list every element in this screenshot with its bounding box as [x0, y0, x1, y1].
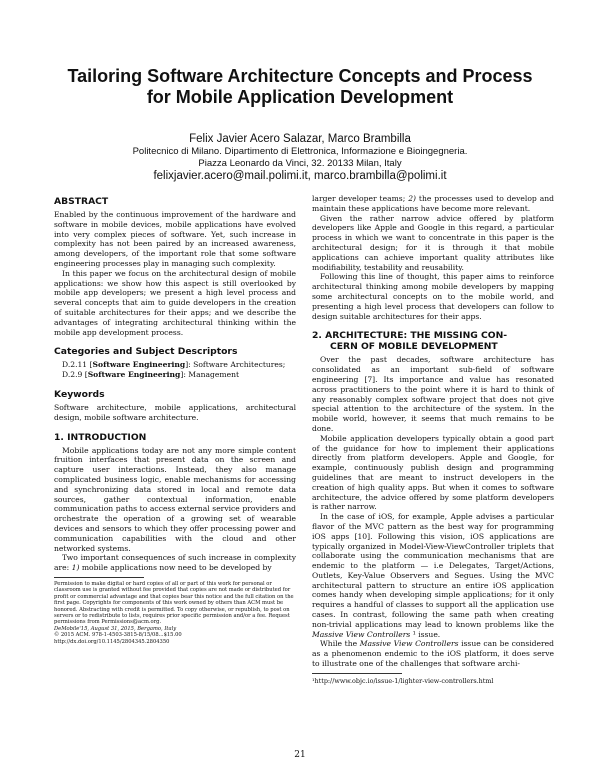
- permission-block: [54, 581, 296, 645]
- intro-continuation: [312, 194, 554, 214]
- right-column: [312, 194, 554, 685]
- architecture-heading-line-2: CERN OF MOBILE DEVELOPMENT: [330, 341, 498, 353]
- category-2-bold: Software Engineering: [87, 370, 181, 380]
- introduction-heading: 1. INTRODUCTION: [54, 431, 147, 443]
- footnote-rule: [312, 673, 402, 674]
- categories-heading: Categories and Subject Descriptors: [54, 346, 238, 358]
- paragraph-while: [312, 639, 554, 668]
- affiliation-line-2: Piazza Leonardo da Vinci, 32. 20133 Milan, Italy: [198, 157, 402, 169]
- cont-b: the processes used to develop and maintain these applications have become more relevant.: [312, 194, 554, 213]
- categories-section: [54, 346, 296, 380]
- architecture-heading-line-1: 2. ARCHITECTURE: THE MISSING CON-: [312, 330, 508, 342]
- category-line-1: [54, 360, 296, 370]
- category-line-2: [54, 370, 296, 380]
- paragraph-following: Following this line of thought, this paper aims to reinforce architectural thinking among mobile developers by mapping some architectural concepts on to the mobile world, and presenting a high level process that developers can follow to design suitable architectures for their apps.: [312, 272, 554, 321]
- cont-a: larger developer teams;: [312, 194, 409, 203]
- ios-em: Massive View Controllers: [312, 629, 411, 639]
- paragraph-given: Given the rather narrow advice offered by platform developers like Apple and Google in this regard, a particular process in which we want to concentrate in this paper is the architectural design; for it is through it that mobile applications can achieve important quality attributes like modifiability, testability and reusability.: [312, 213, 554, 272]
- intro-p2-item-1: 1): [71, 563, 80, 573]
- paragraph-mobile: Mobile application developers typically obtain a good part of the guidance for how to implement their applications directly from platform developers. Apple and Google, for example, continuously publish design and programming guidelines that are meant to instruct developers in the creation of high quality apps. But when it comes to software architecture, the advice offered by some platform developers is rather narrow.: [312, 433, 554, 512]
- while-a: While the: [320, 639, 360, 649]
- left-column: [54, 196, 296, 645]
- abstract-paragraph-2: In this paper we focus on the architectural design of mobile applications: we show how this aspect is still overlooked by mobile app developers; we present a high level process and several concepts that aim to guide developers in the creation of suitable architectures for their apps; and we describe the advantages of integrating architectural thinking within the mobile app development process.: [54, 268, 296, 337]
- keywords-heading: Keywords: [54, 388, 105, 400]
- keywords-text: Software architecture, mobile applications, architectural design, mobile software architecture.: [54, 402, 296, 422]
- affiliation-line-1: Politecnico di Milano. Dipartimento di Elettronica, Informazione e Bioingegneria.: [132, 146, 468, 157]
- ios-a: In the case of iOS, for example, Apple advises a particular flavor of the MVC pattern as the best way for programming iOS apps [10]. Following this vision, iOS applications are typically organized in Model-View-ViewController triplets that collaborate using the communication mechanisms that are endemic to the platform — i.e Delegates, Target/Actions, Outlets, Key-Value Observers and Segues. Using the MVC architectural pattern to structure an entire iOS application comes handy when developing simple applications; for it only requires a handful of classes to support all the application use cases. In contrast, following the same path when creating non-trivial applications may lead to known problems like the: [312, 512, 554, 629]
- page-number: 21: [294, 750, 306, 760]
- category-1-bold: Software Engineering: [92, 360, 186, 370]
- category-1-rest: ]: Software Architectures;: [185, 360, 286, 370]
- category-2-code: D.2.9 [: [62, 370, 88, 380]
- introduction-paragraph-1: Mobile applications today are not any more simple content fruition interfaces that present data on the screen and capture user interactions. Instead, they also manage complicated business logic, enable mechanisms for accessing and synchronizing data stored in local and remote data sources, gather contextual information, enable communication paths to access external service providers and orchestrate the operation of a growing set of wearable devices and sensors to which they offer processing power and communication capabilities with the cloud and other networked systems.: [54, 445, 296, 553]
- architecture-heading: [312, 330, 554, 352]
- title-line-1: Tailoring Software Architecture Concepts and Process: [67, 66, 533, 86]
- doi-line[interactable]: http://dx.doi.org/10.1145/2804345.2804350: [54, 638, 170, 645]
- category-1-code: D.2.11 [: [62, 360, 93, 370]
- copyright-line: © 2015 ACM. 978-1-4503-3815-8/15/08...$15.00: [54, 632, 182, 639]
- paragraph-ios: [312, 512, 554, 639]
- while-em: Massive View Controllers: [359, 639, 459, 649]
- introduction-paragraph-2: [54, 553, 296, 573]
- author-block: [40, 132, 560, 183]
- architecture-section: [312, 330, 554, 669]
- abstract-paragraph-1: Enabled by the continuous improvement of the hardware and software in mobile devices, mobile applications have evolved into very complex pieces of software. Yet, such increase in complexity has not been paired by an increased awareness, among developers, of the important role that some software engineering processes play in managing such complexity.: [54, 210, 296, 268]
- paper-title: [40, 66, 560, 108]
- intro-p2-b: mobile applications now need to be developed by: [79, 563, 272, 573]
- author-emails: felixjavier.acero@mail.polimi.it, marco.brambilla@polimi.it: [153, 170, 447, 182]
- introduction-section: [54, 432, 296, 573]
- title-line-2: for Mobile Application Development: [146, 87, 454, 107]
- category-2-rest: ]: Management: [180, 370, 240, 380]
- author-names: Felix Javier Acero Salazar, Marco Brambilla: [189, 133, 411, 145]
- ios-b: ¹ issue.: [410, 629, 441, 639]
- while-b: issue can be considered as a phenomenon endemic to the iOS platform, it does serve to illustrate one of the challenges that software archi-: [312, 639, 554, 669]
- intro-p2-a: Two important consequences of such increase in complexity are:: [54, 553, 296, 573]
- cont-item-2: 2): [408, 194, 416, 203]
- permission-text: Permission to make digital or hard copies of all or part of this work for personal or classroom use is granted without fee provided that copies are not made or distributed for profit or commercial advantage and that copies bear this notice and the full citation on the first page. Copyrights for components of this work owned by others than ACM must be honored. Abstracting with credit is permitted. To copy otherwise, or republish, to post on servers or to redistribute to lists, requires prior specific permission and/or a fee. Request permissions from Permissions@acm.org.: [54, 580, 294, 626]
- abstract-heading: ABSTRACT: [54, 196, 109, 207]
- abstract-section: [54, 196, 296, 337]
- footnote-1[interactable]: ¹http://www.objc.io/issue-1/lighter-view-controllers.html: [312, 676, 494, 685]
- permission-rule: [54, 577, 144, 578]
- keywords-section: [54, 389, 296, 423]
- paragraph-over: Over the past decades, software architecture has consolidated as an important sub-field of software engineering [7]. Its importance and value has resonated across practitioners to the point where it is hard to think of any reasonably complex software project that does not give special attention to the architecture of the system. In the mobile world, however, it seems that much remains to be done.: [312, 355, 554, 433]
- conference-line: DeMobile'15, August 31, 2015, Bergamo, Italy: [54, 625, 177, 632]
